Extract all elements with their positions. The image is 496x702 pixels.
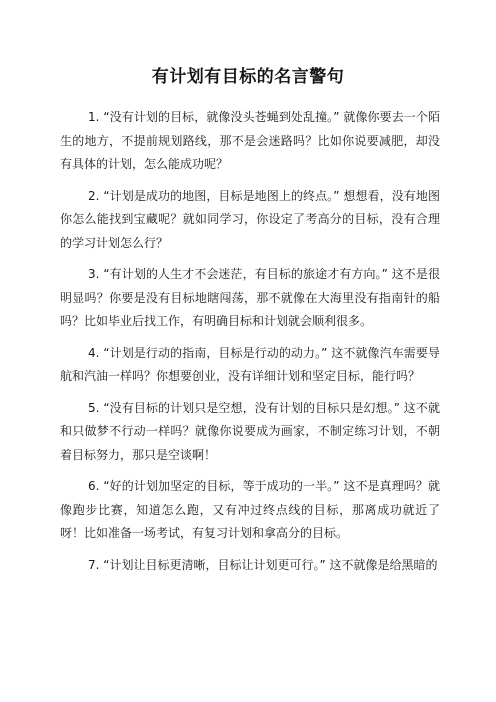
list-item [60,185,440,256]
item-text: “没有目标的计划只是空想，没有计划的目标只是幻想。” 这不就和只做梦不行动一样吗？就像你说要成为画家，不制定练习计划，不朝着目标努力，那只是空谈啊！ [60,400,440,462]
page-title: 有计划有目标的名言警句 [151,67,345,87]
item-text: “计划是行动的指南，目标是行动的动力。” 这不就像汽车需要导航和汽油一样吗？你想要创业，没有详细计划和坚定目标，能行吗？ [60,345,440,383]
item-number: 4. [88,345,100,360]
list-item [60,342,440,389]
item-text: “有计划的人生才不会迷茫，有目标的旅途才有方向。” 这不是很明显吗？你要是没有目标地瞎闯荡，那不就像在大海里没有指南针的船吗？比如毕业后找工作，有明确目标和计划就会顺利很多。 [60,267,440,328]
item-number: 3. [88,267,100,281]
list-item [60,475,440,546]
item-number: 5. [88,400,100,415]
item-text: “没有计划的目标，就像没头苍蝇到处乱撞。” 就像你要去一个陌生的地方，不提前规划路线，那不是会迷路吗？比如你说要减肥，却没有具体的计划，怎么能成功呢？ [60,110,440,171]
item-text: “好的计划加坚定的目标，等于成功的一半。” 这不是真理吗？就像跑步比赛，知道怎么跑，又有冲过终点线的目标，那离成功就近了呀！比如准备一场考试，有复习计划和拿高分的目标。 [60,479,440,540]
item-text: “计划是成功的地图，目标是地图上的终点。” 想想看，没有地图你怎么能找到宝藏呢？就如同学习，你设定了考高分的目标，没有合理的学习计划怎么行？ [60,188,440,250]
item-number: 1. [88,110,100,124]
item-number: 6. [88,479,100,493]
quote-list [60,106,440,585]
list-item [60,106,440,177]
list-item [60,263,440,334]
item-number: 2. [88,188,100,203]
item-number: 7. [88,557,100,572]
list-item [60,554,440,578]
list-item [60,397,440,468]
item-text: “计划让目标更清晰，目标让计划更可行。” 这不就像是给黑暗的 [103,557,438,572]
